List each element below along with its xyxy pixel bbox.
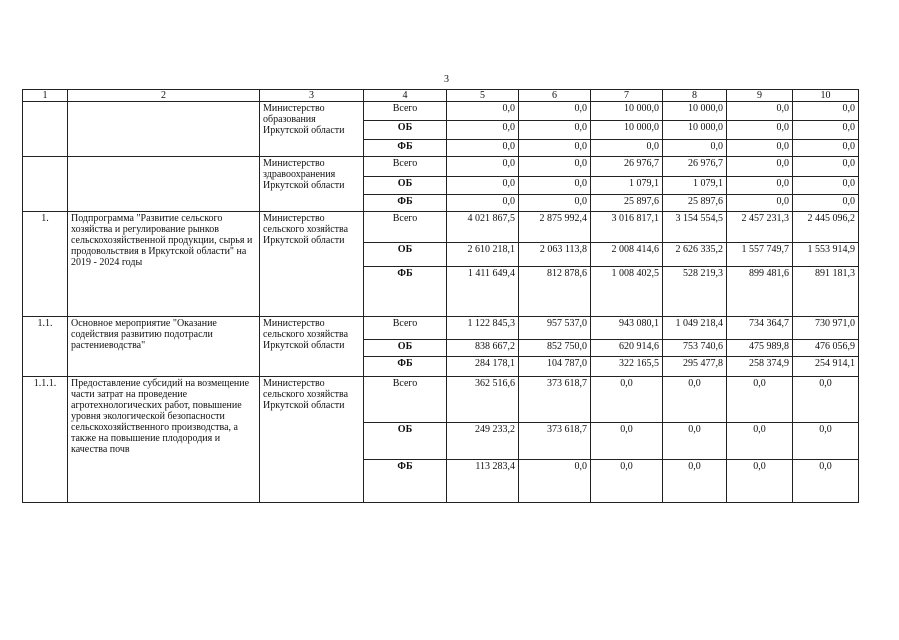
column-header: 9 xyxy=(727,90,793,102)
value-cell: 10 000,0 xyxy=(591,102,663,121)
program-name xyxy=(68,157,260,212)
row-number: 1.1. xyxy=(23,317,68,377)
value-cell: 0,0 xyxy=(591,460,663,503)
value-cell: 891 181,3 xyxy=(793,267,859,317)
program-name xyxy=(68,102,260,157)
value-cell: 0,0 xyxy=(727,157,793,177)
column-header: 4 xyxy=(364,90,447,102)
value-cell: 812 878,6 xyxy=(519,267,591,317)
executor: Министерство образования Иркутской области xyxy=(260,102,364,157)
value-cell: 0,0 xyxy=(591,377,663,423)
row-number: 1. xyxy=(23,212,68,317)
value-cell: 10 000,0 xyxy=(591,121,663,140)
table-row xyxy=(23,157,859,177)
value-cell: 0,0 xyxy=(591,423,663,460)
value-cell: 25 897,6 xyxy=(663,195,727,212)
value-cell: 0,0 xyxy=(793,195,859,212)
value-cell: 0,0 xyxy=(447,195,519,212)
funding-source: ОБ xyxy=(364,340,447,357)
value-cell: 25 897,6 xyxy=(591,195,663,212)
value-cell: 3 016 817,1 xyxy=(591,212,663,243)
value-cell: 730 971,0 xyxy=(793,317,859,340)
value-cell: 2 008 414,6 xyxy=(591,243,663,267)
column-header: 1 xyxy=(23,90,68,102)
column-header: 2 xyxy=(68,90,260,102)
value-cell: 1 122 845,3 xyxy=(447,317,519,340)
value-cell: 0,0 xyxy=(663,423,727,460)
funding-source: ФБ xyxy=(364,357,447,377)
value-cell: 475 989,8 xyxy=(727,340,793,357)
value-cell: 2 875 992,4 xyxy=(519,212,591,243)
value-cell: 284 178,1 xyxy=(447,357,519,377)
value-cell: 0,0 xyxy=(447,121,519,140)
value-cell: 734 364,7 xyxy=(727,317,793,340)
value-cell: 0,0 xyxy=(447,140,519,157)
funding-source: Всего xyxy=(364,377,447,423)
value-cell: 0,0 xyxy=(519,121,591,140)
table-row xyxy=(23,317,859,340)
value-cell: 0,0 xyxy=(727,177,793,195)
executor: Министерство сельского хозяйства Иркутской области xyxy=(260,212,364,317)
executor: Министерство сельского хозяйства Иркутской области xyxy=(260,377,364,503)
value-cell: 0,0 xyxy=(447,157,519,177)
value-cell: 620 914,6 xyxy=(591,340,663,357)
value-cell: 0,0 xyxy=(447,102,519,121)
value-cell: 362 516,6 xyxy=(447,377,519,423)
page-number: 3 xyxy=(444,74,449,85)
value-cell: 0,0 xyxy=(727,460,793,503)
value-cell: 1 557 749,7 xyxy=(727,243,793,267)
value-cell: 1 049 218,4 xyxy=(663,317,727,340)
value-cell: 1 079,1 xyxy=(663,177,727,195)
value-cell: 852 750,0 xyxy=(519,340,591,357)
value-cell: 0,0 xyxy=(727,195,793,212)
value-cell: 0,0 xyxy=(663,140,727,157)
value-cell: 0,0 xyxy=(793,121,859,140)
value-cell: 3 154 554,5 xyxy=(663,212,727,243)
program-name: Предоставление субсидий на возмещение части затрат на проведение агротехнологических работ, повышение уровня экологической безопасности сельскохозяйственного производства, а также на повышение плодородия и качества почв xyxy=(68,377,260,503)
row-number xyxy=(23,157,68,212)
budget-table xyxy=(22,89,859,503)
funding-source: ОБ xyxy=(364,177,447,195)
value-cell: 528 219,3 xyxy=(663,267,727,317)
value-cell: 0,0 xyxy=(727,102,793,121)
value-cell: 4 021 867,5 xyxy=(447,212,519,243)
value-cell: 0,0 xyxy=(727,423,793,460)
funding-source: ФБ xyxy=(364,195,447,212)
value-cell: 943 080,1 xyxy=(591,317,663,340)
value-cell: 249 233,2 xyxy=(447,423,519,460)
value-cell: 899 481,6 xyxy=(727,267,793,317)
row-number xyxy=(23,102,68,157)
row-number: 1.1.1. xyxy=(23,377,68,503)
column-header: 5 xyxy=(447,90,519,102)
value-cell: 322 165,5 xyxy=(591,357,663,377)
table-row xyxy=(23,212,859,243)
value-cell: 1 008 402,5 xyxy=(591,267,663,317)
executor: Министерство сельского хозяйства Иркутской области xyxy=(260,317,364,377)
value-cell: 0,0 xyxy=(447,177,519,195)
value-cell: 0,0 xyxy=(793,140,859,157)
column-header: 7 xyxy=(591,90,663,102)
value-cell: 373 618,7 xyxy=(519,377,591,423)
value-cell: 113 283,4 xyxy=(447,460,519,503)
column-number-row xyxy=(23,90,859,102)
table-row xyxy=(23,102,859,121)
column-header: 8 xyxy=(663,90,727,102)
funding-source: ФБ xyxy=(364,460,447,503)
value-cell: 2 626 335,2 xyxy=(663,243,727,267)
value-cell: 0,0 xyxy=(663,377,727,423)
value-cell: 0,0 xyxy=(793,102,859,121)
value-cell: 957 537,0 xyxy=(519,317,591,340)
value-cell: 0,0 xyxy=(519,195,591,212)
value-cell: 1 553 914,9 xyxy=(793,243,859,267)
value-cell: 0,0 xyxy=(727,140,793,157)
column-header: 10 xyxy=(793,90,859,102)
executor: Министерство здравоохранения Иркутской области xyxy=(260,157,364,212)
value-cell: 2 610 218,1 xyxy=(447,243,519,267)
funding-source: ОБ xyxy=(364,243,447,267)
value-cell: 295 477,8 xyxy=(663,357,727,377)
value-cell: 0,0 xyxy=(727,377,793,423)
program-name: Основное мероприятие "Оказание содействия развитию подотрасли растениеводства" xyxy=(68,317,260,377)
value-cell: 26 976,7 xyxy=(591,157,663,177)
value-cell: 0,0 xyxy=(519,177,591,195)
value-cell: 476 056,9 xyxy=(793,340,859,357)
value-cell: 0,0 xyxy=(663,460,727,503)
value-cell: 0,0 xyxy=(727,121,793,140)
funding-source: Всего xyxy=(364,317,447,340)
value-cell: 254 914,1 xyxy=(793,357,859,377)
program-name: Подпрограмма "Развитие сельского хозяйства и регулирование рынков сельскохозяйственной продукции, сырья и продовольствия в Иркутской области" на 2019 - 2024 годы xyxy=(68,212,260,317)
funding-source: ОБ xyxy=(364,121,447,140)
value-cell: 0,0 xyxy=(793,460,859,503)
value-cell: 0,0 xyxy=(793,423,859,460)
column-header: 6 xyxy=(519,90,591,102)
value-cell: 2 063 113,8 xyxy=(519,243,591,267)
value-cell: 258 374,9 xyxy=(727,357,793,377)
value-cell: 0,0 xyxy=(793,157,859,177)
value-cell: 753 740,6 xyxy=(663,340,727,357)
value-cell: 2 457 231,3 xyxy=(727,212,793,243)
value-cell: 838 667,2 xyxy=(447,340,519,357)
funding-source: Всего xyxy=(364,102,447,121)
funding-source: ФБ xyxy=(364,267,447,317)
table-row xyxy=(23,377,859,423)
value-cell: 0,0 xyxy=(519,102,591,121)
funding-source: ФБ xyxy=(364,140,447,157)
value-cell: 10 000,0 xyxy=(663,121,727,140)
value-cell: 26 976,7 xyxy=(663,157,727,177)
value-cell: 104 787,0 xyxy=(519,357,591,377)
value-cell: 1 079,1 xyxy=(591,177,663,195)
funding-source: Всего xyxy=(364,212,447,243)
value-cell: 1 411 649,4 xyxy=(447,267,519,317)
value-cell: 2 445 096,2 xyxy=(793,212,859,243)
value-cell: 10 000,0 xyxy=(663,102,727,121)
value-cell: 373 618,7 xyxy=(519,423,591,460)
funding-source: ОБ xyxy=(364,423,447,460)
value-cell: 0,0 xyxy=(591,140,663,157)
value-cell: 0,0 xyxy=(519,140,591,157)
value-cell: 0,0 xyxy=(519,460,591,503)
value-cell: 0,0 xyxy=(793,177,859,195)
value-cell: 0,0 xyxy=(519,157,591,177)
column-header: 3 xyxy=(260,90,364,102)
funding-source: Всего xyxy=(364,157,447,177)
value-cell: 0,0 xyxy=(793,377,859,423)
